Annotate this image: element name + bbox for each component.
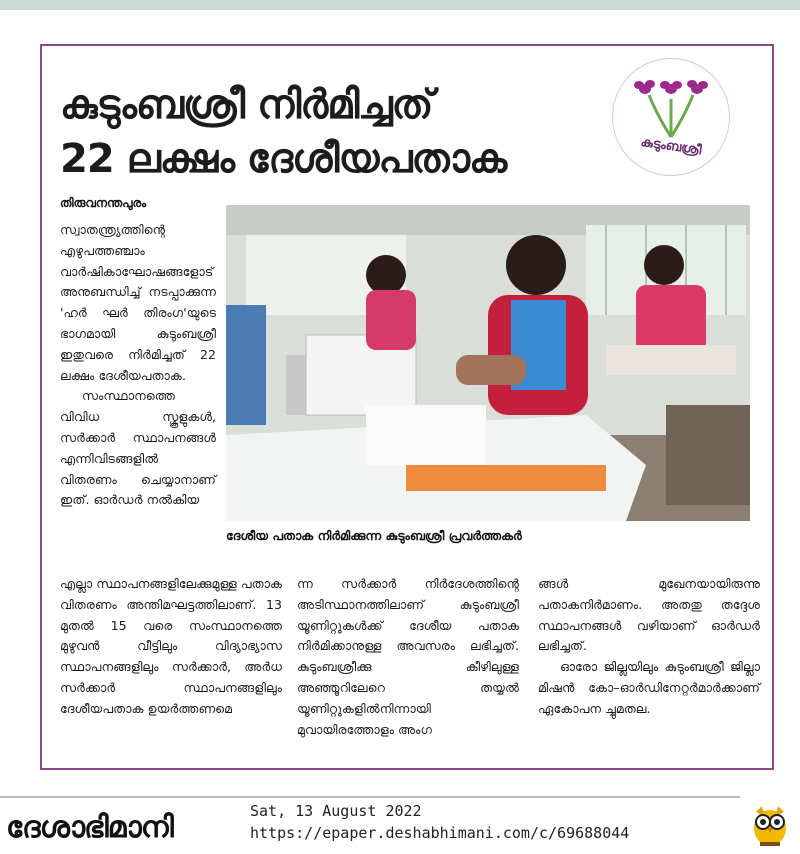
publication-date: Sat, 13 August 2022 — [250, 802, 422, 820]
photo-caption: ദേശീയ പതാക നിർമിക്കുന്ന കുടുംബശ്രീ പ്രവർത്തകർ — [226, 528, 522, 543]
dateline: തിരുവനന്തപുരം — [60, 196, 147, 210]
column-1-top — [60, 220, 216, 511]
kudumbashree-logo — [612, 58, 730, 176]
paragraph: സ്വാതന്ത്ര്യത്തിന്റെ എഴുപത്തഞ്ചാം വാർഷികാഘോഷങ്ങളോട് അനുബന്ധിച്ച് നടപ്പാക്കുന്ന 'ഹർ ഘർ തിരംഗ'യുടെ ഭാഗമായി കുടുംബശ്രീ ഇതുവരെ നിർമിച്ചത് 22 ലക്ഷം ദേശീയപതാക. — [60, 222, 216, 383]
footer-divider — [0, 796, 740, 798]
top-accent-bar — [0, 0, 800, 10]
paragraph: സംസ്ഥാനത്തെ വിവിധ സ്കൂളുകൾ, സർക്കാർ സ്ഥാപനങ്ങൾ എന്നിവിടങ്ങളിൽ വിതരണം ചെയ്യാനാണ് ഇത്. ഓർഡർ നൽകിയ — [60, 388, 216, 508]
column-1-bottom — [60, 574, 282, 720]
paragraph: ന്ന സർക്കാർ നിർദേശത്തിന്റെ അടിസ്ഥാനത്തിലാണ് കുടുംബശ്രീ യൂണിറ്റുകൾക്ക് ദേശീയ പതാക നിർമിക്കാനുള്ള അവസരം ലഭിച്ചത്. കുടുംബശ്രീക്കു കീഴിലുള്ള അഞ്ഞൂറിലേറെ തയ്യൽ യൂണിറ്റുകളിൽനിന്നായി മുവായിരത്തോളം അംഗ — [297, 576, 519, 737]
article-photo — [226, 205, 750, 521]
paragraph: ങ്ങൾ മുഖേനയായിരുന്നു പതാകനിർമാണം. അതതു തദ്ദേശ സ്ഥാപനങ്ങൾ വഴിയാണ് ഓർഡർ ലഭിച്ചത്. — [538, 576, 760, 654]
epaper-link[interactable]: https://epaper.deshabhimani.com/c/69688044 — [250, 824, 630, 842]
column-2 — [297, 574, 519, 740]
paragraph: എല്ലാ സ്ഥാപനങ്ങളിലേക്കുമുള്ള പതാക വിതരണം അന്തിമഘട്ടത്തിലാണ്. 13 മുതൽ 15 വരെ സംസ്ഥാനത്തെ മുഴുവൻ വീട്ടിലും വിദ്യാഭ്യാസ സ്ഥാപനങ്ങളിലും സർക്കാർ, അർധ സർക്കാർ സ്ഥാപനങ്ങളിലും ദേശീയപതാക ഉയർത്തണമെ — [60, 576, 282, 716]
newspaper-brand: ദേശാഭിമാനി — [6, 810, 173, 845]
headline — [60, 78, 620, 186]
logo-text: കുടുംബശ്രീ — [639, 134, 703, 159]
paragraph: ഓരോ ജില്ലയിലും കുടുംബശ്രീ ജില്ലാ മിഷൻ കോ–ഓർഡിനേറ്റർമാർക്കാണ് ഏകോപന ച്ചുമതല. — [538, 659, 760, 716]
owl-icon — [750, 802, 790, 848]
headline-line-1: കുടുംബശ്രീ നിർമിച്ചത് — [60, 82, 433, 128]
footer — [0, 796, 800, 854]
sewing-workshop-image — [226, 205, 750, 521]
column-3 — [538, 574, 760, 720]
headline-line-2: 22 ലക്ഷം ദേശീയപതാക — [60, 136, 507, 182]
